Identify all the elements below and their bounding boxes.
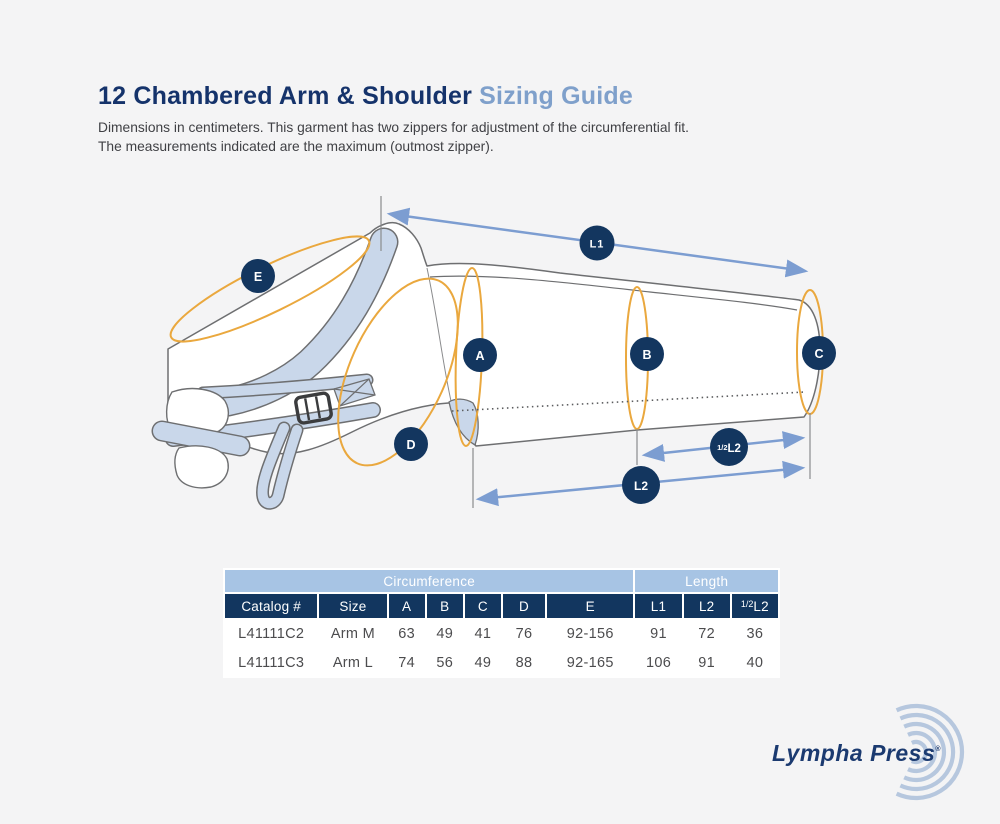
svg-text:D: D xyxy=(406,438,416,452)
cell-size: Arm M xyxy=(318,619,387,648)
cell-l2: 91 xyxy=(683,648,731,677)
badge-d xyxy=(394,427,428,461)
col-header-e: E xyxy=(546,593,634,619)
cell-l2: 72 xyxy=(683,619,731,648)
armpit-gusset xyxy=(449,399,478,445)
svg-text:E: E xyxy=(253,270,263,284)
badge-l2 xyxy=(622,466,660,504)
cell-half-l2: 40 xyxy=(731,648,779,677)
cell-a: 74 xyxy=(388,648,426,677)
col-header-d: D xyxy=(502,593,546,619)
lympha-press-logo xyxy=(772,706,962,798)
col-header-l1: L1 xyxy=(634,593,682,619)
column-header-row xyxy=(224,593,779,619)
description-line-2: The measurements indicated are the maximum (outmost zipper). xyxy=(98,138,494,154)
cell-e: 92-156 xyxy=(546,619,634,648)
badge-e xyxy=(241,259,275,293)
description-line-1: Dimensions in centimeters. This garment has two zippers for adjustment of the circumferential fit. xyxy=(98,120,689,135)
cell-l1: 106 xyxy=(634,648,682,677)
col-header-b: B xyxy=(426,593,464,619)
cell-c: 41 xyxy=(464,619,502,648)
col-header-l2: L2 xyxy=(683,593,731,619)
group-header-circumference: Circumference xyxy=(224,569,634,593)
page-title-main: 12 Chambered Arm & Shoulder xyxy=(98,82,473,110)
cell-b: 56 xyxy=(426,648,464,677)
group-header-length: Length xyxy=(634,569,779,593)
cell-half-l2: 36 xyxy=(731,619,779,648)
cell-b: 49 xyxy=(426,619,464,648)
cell-c: 49 xyxy=(464,648,502,677)
cell-size: Arm L xyxy=(318,648,387,677)
table-row xyxy=(224,648,779,677)
group-header-row xyxy=(224,569,779,593)
logo-wordmark: Lympha Press® xyxy=(772,740,941,766)
col-header-c: C xyxy=(464,593,502,619)
sizing-table-container xyxy=(223,568,780,678)
badge-a xyxy=(463,338,497,372)
svg-text:A: A xyxy=(475,349,485,363)
cell-catalog: L41111C3 xyxy=(224,648,318,677)
cell-d: 76 xyxy=(502,619,546,648)
cell-e: 92-165 xyxy=(546,648,634,677)
svg-text:1/2L2: 1/2L2 xyxy=(717,443,741,455)
badge-l1 xyxy=(580,226,615,261)
svg-text:L2: L2 xyxy=(633,479,649,493)
col-header-size: Size xyxy=(318,593,387,619)
col-header-a: A xyxy=(388,593,426,619)
cell-d: 88 xyxy=(502,648,546,677)
page-title-accent: Sizing Guide xyxy=(479,82,633,110)
col-header-catalog: Catalog # xyxy=(224,593,318,619)
cell-catalog: L41111C2 xyxy=(224,619,318,648)
table-row xyxy=(224,619,779,648)
svg-text:C: C xyxy=(814,347,824,361)
svg-text:L1: L1 xyxy=(589,238,605,251)
badge-b xyxy=(630,337,664,371)
cell-a: 63 xyxy=(388,619,426,648)
sizing-table xyxy=(223,568,780,678)
svg-text:B: B xyxy=(642,348,652,362)
pad-band xyxy=(162,431,240,446)
badge-half-l2 xyxy=(710,428,748,466)
cell-l1: 91 xyxy=(634,619,682,648)
badge-c xyxy=(802,336,836,370)
col-header-half-l2: $^{1/2}$L2 xyxy=(731,593,779,619)
shoulder-pad-bottom xyxy=(175,446,228,488)
